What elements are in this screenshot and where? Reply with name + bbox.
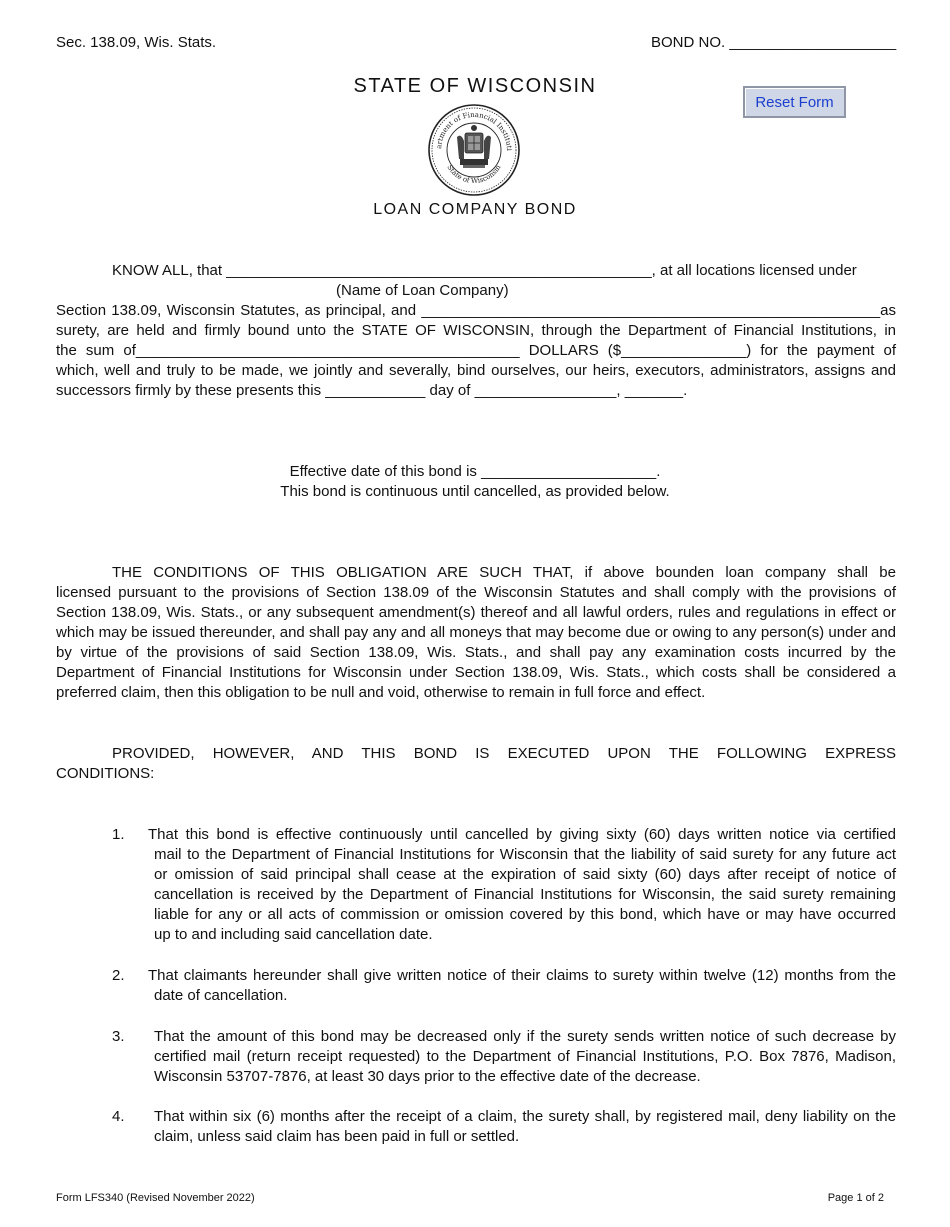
form-number: Form LFS340 (Revised November 2022) [56, 1192, 255, 1204]
conditions-text-line: Department of Financial Institutions for Wisconsin under Section 138.09, Wis. Stats., which costs shall be considered a [56, 664, 896, 681]
item-text-line: date of cancellation. [154, 987, 288, 1004]
svg-text:Department of Financial Instit: artment of Financial Instituti [434, 110, 514, 151]
reset-form-button[interactable]: Reset Form [743, 86, 846, 118]
statute-reference: Sec. 138.09, Wis. Stats. [56, 34, 217, 51]
item-number: 1. [112, 826, 125, 843]
provided-first-line: PROVIDED, HOWEVER, AND THIS BOND IS EXECUTED UPON THE FOLLOWING EXPRESS [112, 745, 896, 762]
item-text-line: mail to the Department of Financial Institutions for Wisconsin that the liability of said surety for any future act [154, 846, 896, 863]
item-text-line: up to and including said cancellation date. [154, 926, 433, 943]
loan-company-caption: (Name of Loan Company) [336, 282, 509, 299]
item-text-line: liable for any or all acts of commission or omission covered by this bond, which have or may have occurred [154, 906, 896, 923]
know-all-text-line: successors firmly by these presents this ____________ day of _________________, _______. [56, 382, 688, 399]
svg-text:State of Wisconsin: State of Wisconsin [445, 163, 503, 186]
provided-second-line: CONDITIONS: [56, 765, 155, 782]
item-first-line: That the amount of this bond may be decreased only if the surety sends written notice of such decrease by [154, 1028, 896, 1045]
item-first-line: That within six (6) months after the receipt of a claim, the surety shall, by registered mail, deny liability on the [154, 1108, 896, 1125]
know-all-text-line: which, well and truly to be made, we jointly and severally, bind ourselves, our heirs, executors, administrators, assigns and [56, 362, 896, 379]
item-text-line: certified mail (return receipt requested) to the Department of Financial Institutions, P.O. Box 7876, Madison, [154, 1048, 896, 1065]
item-number: 3. [112, 1028, 125, 1045]
conditions-text-line: by virtue of the provisions of said Section 138.09, Wis. Stats., and shall pay any examination costs incurred by the [56, 644, 896, 661]
conditions-text-line: Section 138.09, Wis. Stats., or any subsequent amendment(s) thereof and all lawful orders, rules and regulations in effect or [56, 604, 896, 621]
item-first-line: That claimants hereunder shall give written notice of their claims to surety within twelve (12) months from the [148, 967, 896, 984]
page-number: Page 1 of 2 [827, 1192, 884, 1204]
bond-title: LOAN COMPANY BOND [373, 201, 577, 218]
know-all-line: KNOW ALL, that ___________________________________________________, at all locations licensed under [112, 262, 857, 279]
know-all-text-line: Section 138.09, Wisconsin Statutes, as principal, and _______________________________________________________as [56, 302, 896, 319]
state-title: STATE OF WISCONSIN [353, 75, 597, 97]
conditions-text-line: licensed pursuant to the provisions of Section 138.09 of the Wisconsin Statutes and shall comply with the provisions of [56, 584, 896, 601]
know-all-text-line: surety, are held and firmly bound unto the STATE OF WISCONSIN, through the Department of Financial Institutions, in [56, 322, 896, 339]
conditions-text-line: preferred claim, then this obligation to be null and void, otherwise to remain in full force and effect. [56, 684, 706, 701]
item-text-line: or omission of said principal shall cease at the expiration of said sixty (60) days after receipt of notice of [154, 866, 896, 883]
effective-date-line: Effective date of this bond is _____________________. [289, 463, 661, 480]
item-text-line: Wisconsin 53707-7876, at least 30 days prior to the effective date of the decrease. [154, 1068, 701, 1085]
know-all-text-line: the sum of______________________________________________ DOLLARS ($_______________) for the payment of [56, 342, 896, 359]
item-number: 2. [112, 967, 125, 984]
bond-number-field: BOND NO. ____________________ [651, 34, 897, 51]
item-text-line: cancellation is received by the Department of Financial Institutions for Wisconsin, the said surety remaining [154, 886, 896, 903]
item-text-line: claim, unless said claim has been paid in full or settled. [154, 1128, 520, 1145]
conditions-first-line: THE CONDITIONS OF THIS OBLIGATION ARE SUCH THAT, if above bounden loan company shall be [112, 564, 896, 581]
conditions-text-line: which may be issued thereunder, and shall pay any and all moneys that may become due or owing to any person(s) under and [56, 624, 896, 641]
item-first-line: That this bond is effective continuously until cancelled by giving sixty (60) days written notice via certified [148, 826, 896, 843]
item-number: 4. [112, 1108, 125, 1125]
state-seal [427, 103, 521, 197]
continuous-line: This bond is continuous until cancelled, as provided below. [280, 483, 670, 500]
